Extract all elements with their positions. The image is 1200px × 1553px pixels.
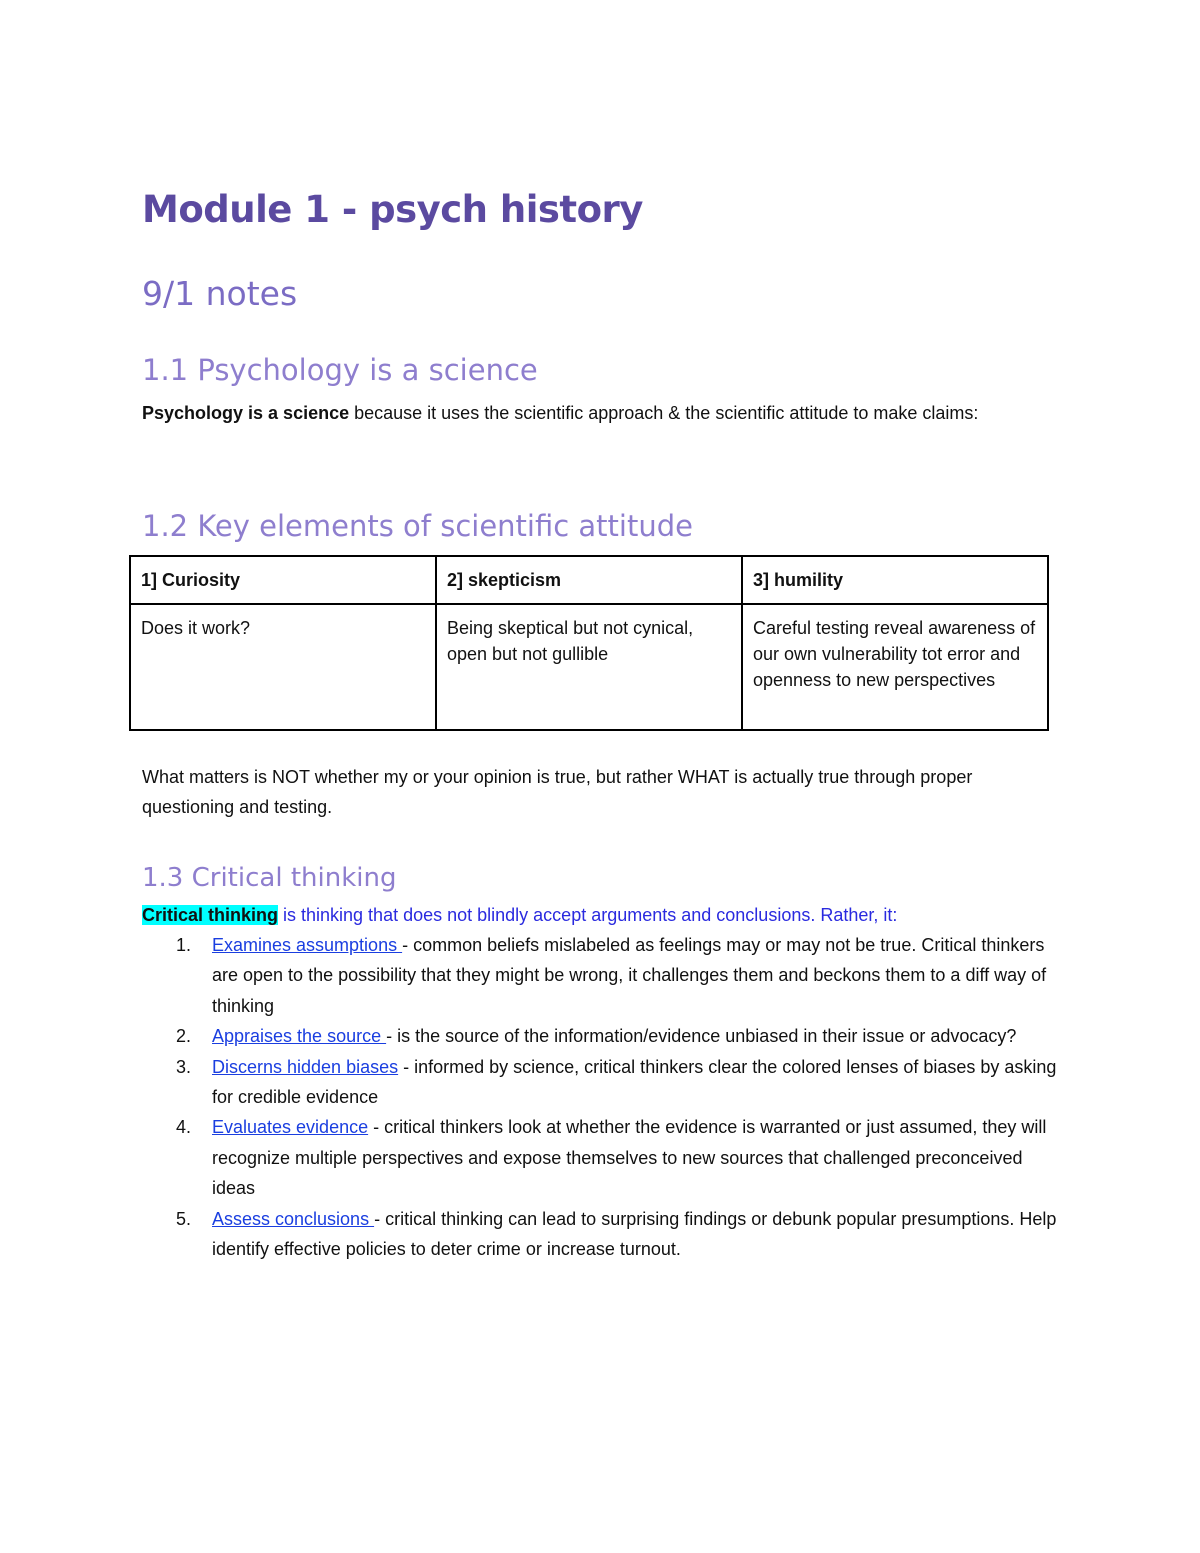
list-item — [142, 1204, 1062, 1265]
critical-thinking-highlight: Critical thinking — [142, 905, 279, 925]
list-item — [142, 1112, 1062, 1203]
page-title: Module 1 - psych history — [142, 188, 643, 231]
list-item-text: - informed by science, critical thinkers clear the colored lenses of biases by asking for credible evidence — [212, 1056, 1057, 1108]
table-cell-skepticism: Being skeptical but not cynical, open but not gullible — [436, 604, 742, 730]
list-item — [142, 1021, 1062, 1051]
evaluates-evidence-link[interactable]: Evaluates evidence — [212, 1117, 369, 1138]
critical-thinking-list — [142, 930, 1062, 1264]
appraises-source-link[interactable]: Appraises the source — [212, 1026, 387, 1047]
list-number: 3. — [176, 1056, 192, 1077]
table-header-curiosity: 1] Curiosity — [130, 556, 436, 604]
scientific-attitude-table — [129, 555, 1049, 731]
list-item-text: - common beliefs mislabeled as feelings may or may not be true. Critical thinkers are open to the possibility that they might be wrong, it challenges them and beckons them to a diff way of thinking — [212, 935, 1047, 1016]
list-number: 2. — [176, 1026, 192, 1047]
table-cell-curiosity: Does it work? — [130, 604, 436, 730]
science-text: because it uses the scientific approach & the scientific attitude to make claims: — [349, 403, 979, 423]
table-cell-humility: Careful testing reveal awareness of our own vulnerability tot error and openness to new perspectives — [742, 604, 1048, 730]
section-heading-1-1: 1.1 Psychology is a science — [142, 353, 538, 387]
list-item-text: - critical thinking can lead to surprising findings or debunk popular presumptions. Help identify effective policies to deter crime or increase turnout. — [212, 1208, 1057, 1260]
critical-thinking-intro — [142, 902, 897, 928]
science-paragraph — [142, 400, 978, 426]
discerns-biases-link[interactable]: Discerns hidden biases — [212, 1056, 399, 1077]
section-heading-1-3: 1.3 Critical thinking — [142, 863, 397, 893]
list-number: 1. — [176, 935, 192, 955]
list-item — [142, 930, 1062, 1021]
table-row — [130, 604, 1048, 730]
table-header-skepticism: 2] skepticism — [436, 556, 742, 604]
assess-conclusions-link[interactable]: Assess conclusions — [212, 1208, 375, 1229]
list-number: 5. — [176, 1208, 192, 1229]
table-header-row — [130, 556, 1048, 604]
list-item-text: - is the source of the information/evidence unbiased in their issue or advocacy? — [386, 1026, 1017, 1047]
list-item — [142, 1052, 1062, 1113]
what-matters-paragraph: What matters is NOT whether my or your opinion is true, but rather WHAT is actually true through proper questioning and testing. — [142, 767, 973, 817]
science-lead-bold: Psychology is a science — [142, 403, 350, 423]
table-header-humility: 3] humility — [742, 556, 1048, 604]
list-item-text: - critical thinkers look at whether the evidence is warranted or just assumed, they will recognize multiple perspectives and expose themselves to new sources that challenged preconceived ideas — [212, 1117, 1047, 1199]
critical-thinking-intro-text: is thinking that does not blindly accept arguments and conclusions. Rather, it: — [278, 905, 898, 925]
notes-heading: 9/1 notes — [142, 274, 298, 313]
section-heading-1-2: 1.2 Key elements of scientific attitude — [142, 509, 693, 543]
examines-assumptions-link[interactable]: Examines assumptions — [212, 935, 403, 955]
list-number: 4. — [176, 1117, 192, 1138]
